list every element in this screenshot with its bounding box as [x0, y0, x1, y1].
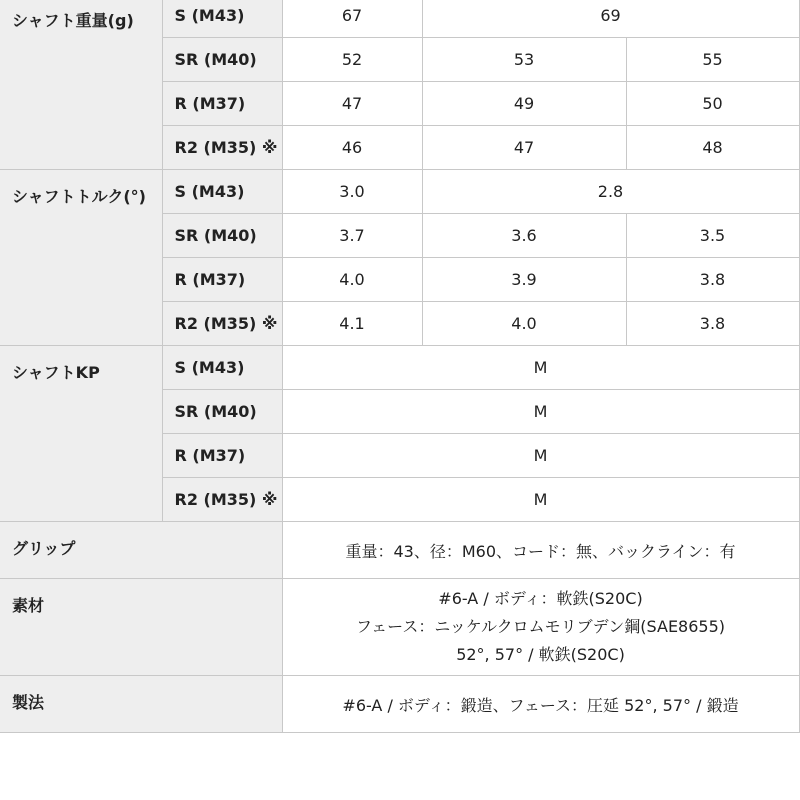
material-line: フェース：ニッケルクロムモリブデン鋼(SAE8655): [355, 617, 726, 636]
table-cell: M: [282, 390, 799, 434]
table-cell: 49: [422, 82, 626, 126]
table-cell: 3.6: [422, 214, 626, 258]
row-header-manufacturing: 製法: [0, 676, 282, 733]
flex-label: S (M43): [162, 0, 282, 38]
flex-label: S (M43): [162, 170, 282, 214]
table-cell: 2.8: [422, 170, 799, 214]
material-line: #6-A / ボディ：軟鉄(S20C): [438, 589, 643, 608]
flex-label: R (M37): [162, 82, 282, 126]
table-cell: 46: [282, 126, 422, 170]
table-row: [0, 346, 799, 390]
table-cell: #6-A / ボディ：鍛造、フェース：圧延 52°, 57° / 鍛造: [282, 676, 799, 733]
table-cell: 50: [626, 82, 799, 126]
table-cell: M: [282, 434, 799, 478]
table-cell: 3.9: [422, 258, 626, 302]
flex-label: SR (M40): [162, 390, 282, 434]
table-cell: 47: [422, 126, 626, 170]
table-cell: 3.0: [282, 170, 422, 214]
table-cell: [282, 579, 799, 676]
table-cell: 47: [282, 82, 422, 126]
table-cell: 3.8: [626, 302, 799, 346]
table-cell: 3.5: [626, 214, 799, 258]
table-cell: 53: [422, 38, 626, 82]
table-cell: 48: [626, 126, 799, 170]
table-cell: 4.1: [282, 302, 422, 346]
table-cell: 69: [422, 0, 799, 38]
table-cell: 重量：43、径：M60、コード：無、バックライン：有: [282, 522, 799, 579]
flex-label: R (M37): [162, 434, 282, 478]
flex-label: R2 (M35) ※: [162, 478, 282, 522]
table-cell: M: [282, 478, 799, 522]
row-header-shaft-weight: シャフト重量(g): [0, 0, 162, 170]
table-cell: 52: [282, 38, 422, 82]
table-cell: 4.0: [422, 302, 626, 346]
table-cell: 67: [282, 0, 422, 38]
material-line: 52°, 57° / 軟鉄(S20C): [456, 645, 625, 664]
table-cell: 3.8: [626, 258, 799, 302]
table-cell: 4.0: [282, 258, 422, 302]
table-cell: M: [282, 346, 799, 390]
flex-label: R2 (M35) ※: [162, 126, 282, 170]
table-row: [0, 522, 799, 579]
row-header-material: 素材: [0, 579, 282, 676]
table-cell: 3.7: [282, 214, 422, 258]
table-row: [0, 170, 799, 214]
flex-label: SR (M40): [162, 214, 282, 258]
table-row: [0, 0, 799, 38]
table-row: [0, 579, 799, 676]
row-header-grip: グリップ: [0, 522, 282, 579]
flex-label: R (M37): [162, 258, 282, 302]
row-header-shaft-kp: シャフトKP: [0, 346, 162, 522]
flex-label: S (M43): [162, 346, 282, 390]
row-header-shaft-torque: シャフトトルク(°): [0, 170, 162, 346]
flex-label: R2 (M35) ※: [162, 302, 282, 346]
table-cell: 55: [626, 38, 799, 82]
flex-label: SR (M40): [162, 38, 282, 82]
table-row: [0, 676, 799, 733]
